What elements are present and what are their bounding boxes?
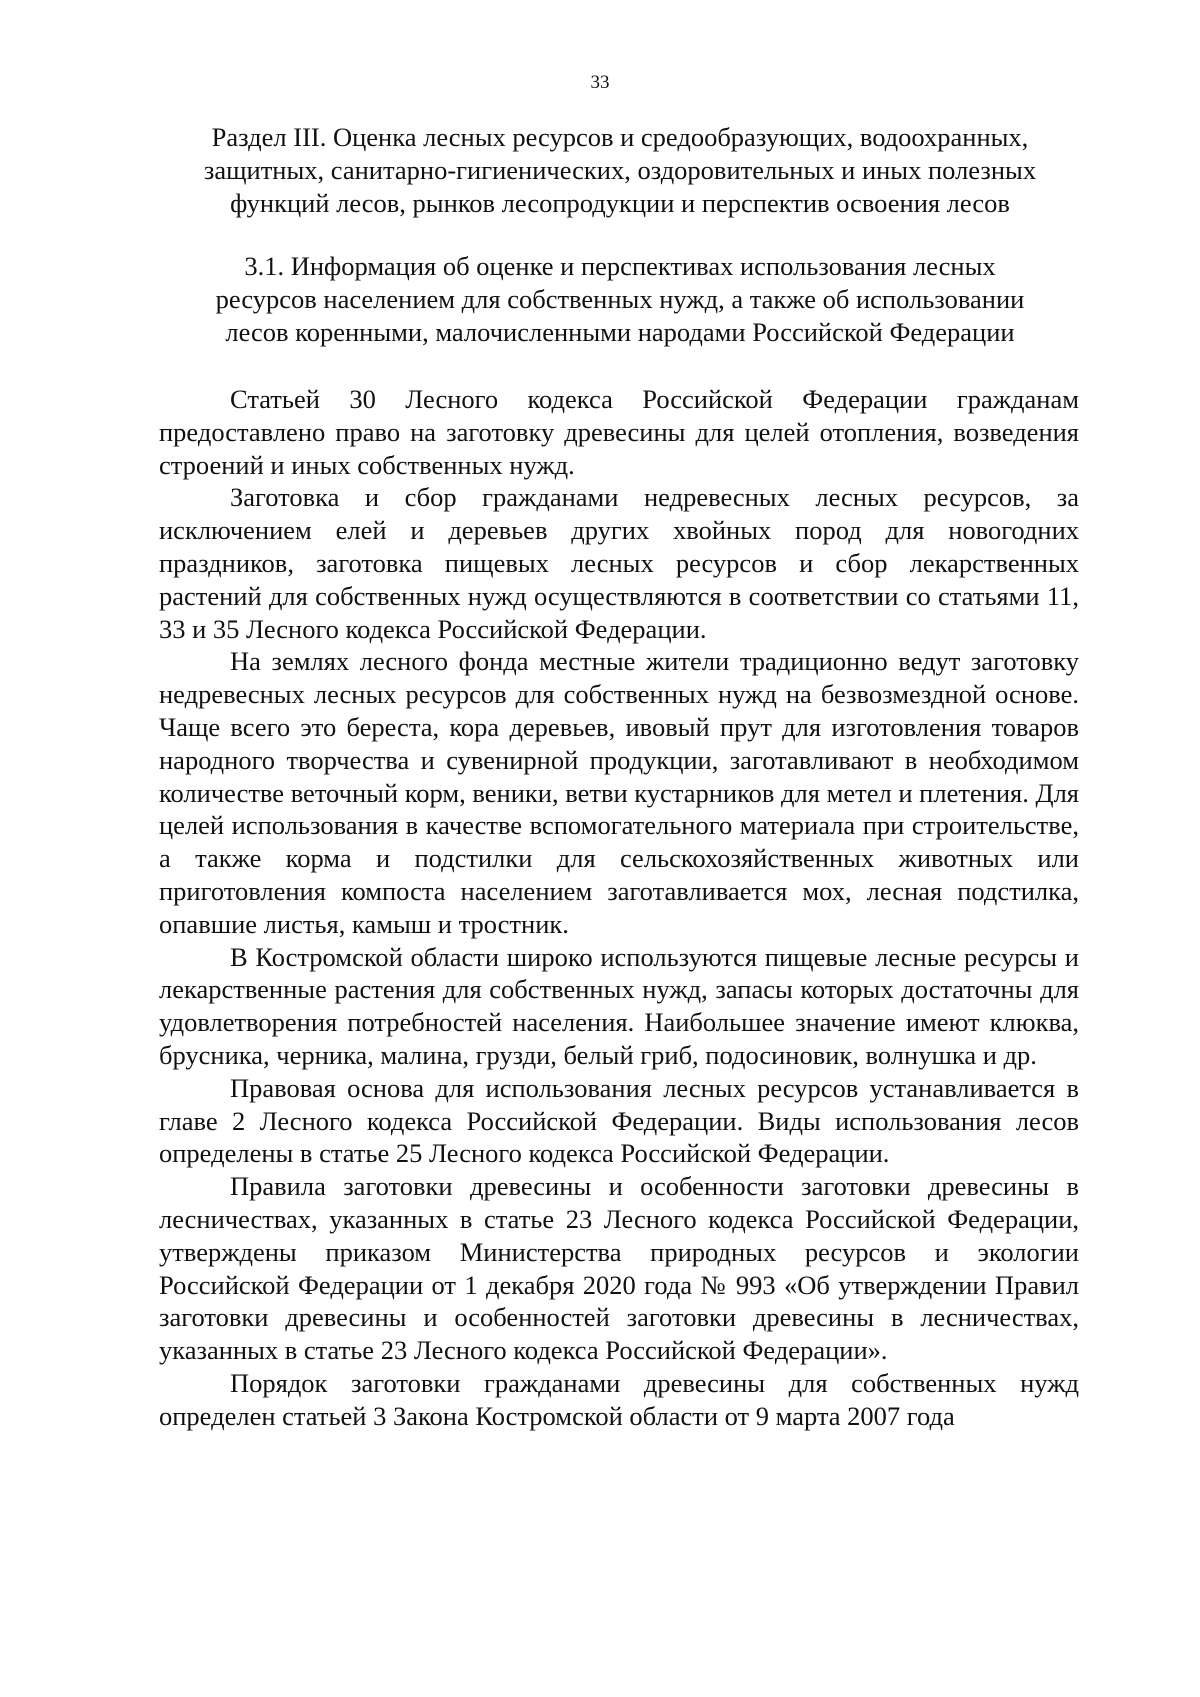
subsection-title-line: ресурсов населением для собственных нужд, а также об использовании — [215, 284, 1025, 314]
section-title-line: функций лесов, рынков лесопродукции и перспектив освоения лесов — [230, 188, 1010, 218]
paragraph: На землях лесного фонда местные жители традиционно ведут заготовку недревесных лесных ресурсов для собственных нужд на безвозмездной основе. Чаще всего это береста, кора деревьев, ивовый прут для изготовления товаров народного творчества и сувенирной продукции, заготавливают в необходимом количестве веточный корм, веники, ветви кустарников для метел и плетения. Для целей использования в качестве вспомогательного материала при строительстве, а также корма и подстилки для сельскохозяйственных животных или приготовления компоста населением заготавливается мох, лесная подстилка, опавшие листья, камыш и тростник. — [159, 646, 1079, 939]
paragraph: Правовая основа для использования лесных ресурсов устанавливается в главе 2 Лесного кодекса Российской Федерации. Виды использования лесов определены в статье 25 Лесного кодекса Российской Федерации. — [159, 1072, 1079, 1169]
section-title — [150, 121, 1090, 220]
paragraph: Порядок заготовки гражданами древесины для собственных нужд определен статьей 3 Закона Костромской области от 9 марта 2007 года — [159, 1367, 1079, 1431]
section-title-line: защитных, санитарно-гигиенических, оздоровительных и иных полезных — [203, 155, 1037, 185]
subsection-title-line: лесов коренными, малочисленными народами Российской Федерации — [225, 317, 1015, 347]
page-number: 33 — [590, 72, 610, 93]
subsection-title-line: 3.1. Информация об оценке и перспективах использования лесных — [244, 251, 996, 281]
body-text — [159, 383, 1079, 1433]
paragraph: Правила заготовки древесины и особенности заготовки древесины в лесничествах, указанных в статье 23 Лесного кодекса Российской Федерации, утверждены приказом Министерства природных ресурсов и экологии Российской Федерации от 1 декабря 2020 года № 993 «Об утверждении Правил заготовки древесины и особенностей заготовки древесины в лесничествах, указанных в статье 23 Лесного кодекса Российской Федерации». — [159, 1171, 1079, 1366]
paragraph: Заготовка и сбор гражданами недревесных лесных ресурсов, за исключением елей и деревьев других хвойных пород для новогодних праздников, заготовка пищевых лесных ресурсов и сбор лекарственных растений для собственных нужд осуществляются в соответствии со статьями 11, 33 и 35 Лесного кодекса Российской Федерации. — [159, 482, 1079, 644]
paragraph: В Костромской области широко используются пищевые лесные ресурсы и лекарственные растения для собственных нужд, запасы которых достаточны для удовлетворения потребностей населения. Наибольшее значение имеют клюква, брусника, черника, малина, грузди, белый гриб, подосиновик, волнушка и др. — [159, 941, 1079, 1070]
subsection-title — [150, 250, 1090, 349]
paragraph: Статьей 30 Лесного кодекса Российской Федерации гражданам предоставлено право на заготовку древесины для целей отопления, возведения строений и иных собственных нужд. — [159, 384, 1079, 480]
section-title-line: Раздел III. Оценка лесных ресурсов и средообразующих, водоохранных, — [211, 122, 1029, 152]
